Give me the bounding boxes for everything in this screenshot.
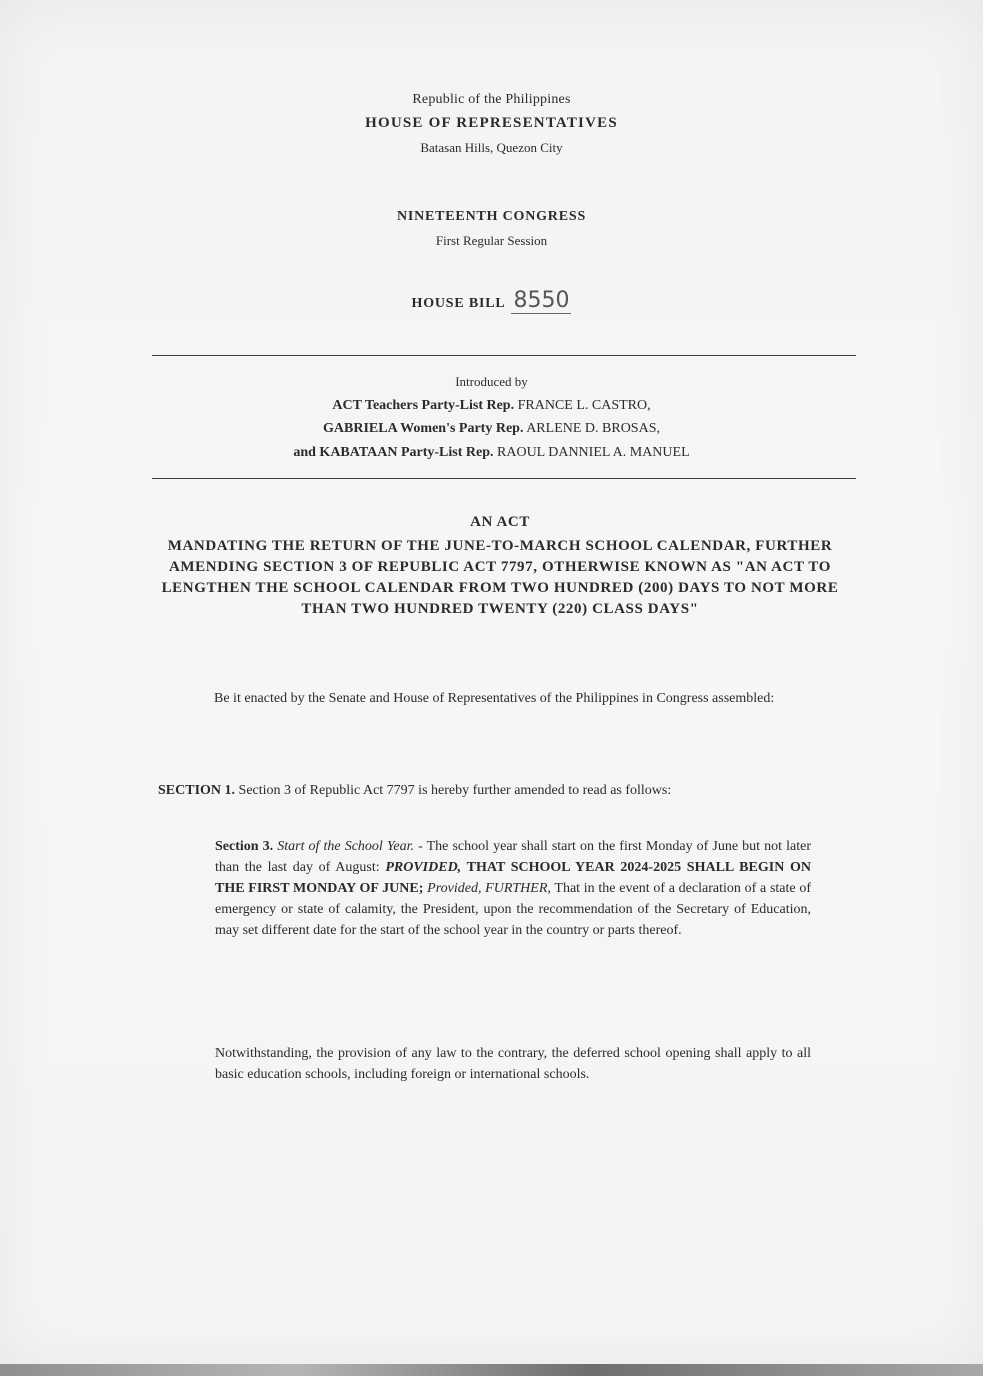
- introduced-label: Introduced by: [455, 374, 528, 389]
- section-1: [158, 780, 862, 801]
- session-line: First Regular Session: [435, 233, 548, 248]
- author-party: GABRIELA Women's Party Rep.: [323, 421, 524, 436]
- section-1-text: Section 3 of Republic Act 7797 is hereby further amended to read as follows:: [238, 783, 672, 798]
- scan-bottom-edge: [0, 1364, 983, 1376]
- bill-label: HOUSE BILL: [411, 296, 506, 311]
- provided-upper: PROVIDED,: [385, 860, 462, 875]
- section-1-label: SECTION 1.: [158, 783, 236, 798]
- divider-bottom: [152, 478, 856, 479]
- section-3-label: Section 3.: [215, 839, 274, 854]
- enacting-clause: Be it enacted by the Senate and House of Representatives of the Philippines in Congress assembled:: [214, 691, 775, 706]
- section-3-heading: Start of the School Year.: [277, 839, 415, 854]
- republic-line: Republic of the Philippines: [412, 92, 571, 107]
- location-line: Batasan Hills, Quezon City: [420, 140, 563, 155]
- bill-line: [0, 288, 983, 313]
- act-heading: AN ACT: [470, 514, 530, 530]
- author-line-2: [0, 421, 983, 437]
- divider-top: [152, 355, 856, 356]
- author-party: ACT Teachers Party-List Rep.: [332, 398, 515, 413]
- author-party: and KABATAAN Party-List Rep.: [293, 445, 494, 460]
- author-name: RAOUL DANNIEL A. MANUEL: [497, 445, 690, 460]
- notwithstanding-paragraph: Notwithstanding, the provision of any law to the contrary, the deferred school opening shall apply to all basic education schools, including foreign or international schools.: [215, 1046, 811, 1082]
- section-3-body-1: - The school year shall start on the first Monday of June but not later than the last day of August:: [215, 839, 811, 875]
- house-line: HOUSE OF REPRESENTATIVES: [365, 115, 618, 131]
- author-line-3: [0, 445, 983, 461]
- author-name: ARLENE D. BROSAS,: [526, 421, 660, 436]
- act-title: MANDATING THE RETURN OF THE JUNE-TO-MARCH SCHOOL CALENDAR, FURTHER AMENDING SECTION 3 OF REPUBLIC ACT 7797, OTHERWISE KNOWN AS "AN ACT TO LENGTHEN THE SCHOOL CALENDAR FROM TWO HUNDRED (200) DAYS TO NOT MORE THAN TWO HUNDRED TWENTY (220) CLASS DAYS": [161, 538, 839, 617]
- provided-further: Provided, FURTHER,: [427, 881, 551, 896]
- author-line-1: [0, 398, 983, 414]
- section-3-body-2: That in the event of a declaration of a state of emergency or state of calamity, the President, upon the recommendation of the Secretary of Education, may set different date for the start of the school year in the country or parts thereof.: [215, 881, 812, 938]
- bill-number: 8550: [513, 288, 570, 313]
- author-name: FRANCE L. CASTRO,: [517, 398, 651, 413]
- section-3-text: [215, 836, 811, 941]
- congress-line: NINETEENTH CONGRESS: [396, 209, 587, 224]
- upper-clause: THAT SCHOOL YEAR 2024-2025 SHALL BEGIN ON THE FIRST MONDAY OF JUNE;: [215, 860, 812, 896]
